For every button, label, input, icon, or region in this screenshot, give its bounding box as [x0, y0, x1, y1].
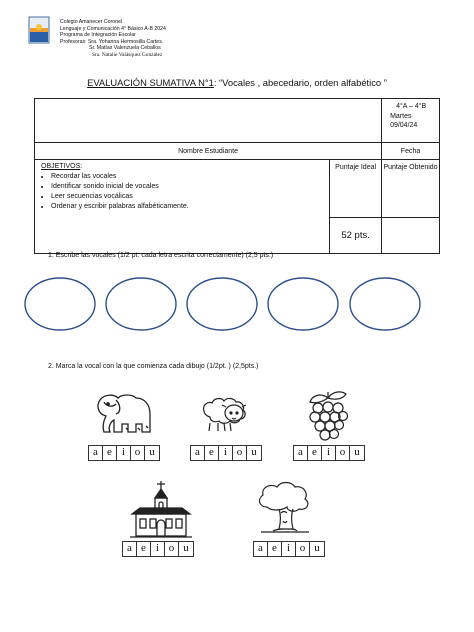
objective-item: • Ordenar y escribir palabras alfabéticamente. — [51, 202, 329, 212]
objectives-list — [41, 172, 329, 212]
objective-item: • Recordar las vocales — [51, 172, 329, 182]
vowel-option-o[interactable]: o — [131, 446, 145, 460]
student-name-header: Nombre Estudiante — [35, 143, 382, 160]
date-label: 09/04/24 — [390, 122, 418, 130]
vowel-option-a[interactable]: a — [89, 446, 103, 460]
vowel-option-o[interactable]: o — [233, 446, 247, 460]
objective-item: • Identificar sonido inicial de vocales — [51, 182, 329, 192]
evaluation-info-table — [34, 98, 440, 254]
vowel-option-i[interactable]: i — [322, 446, 336, 460]
teachers-line: Profesoras: Sra. Yohanna Hermosilla Cartes. — [60, 38, 164, 45]
vowel-option-e[interactable]: e — [103, 446, 117, 460]
answer-oval[interactable] — [350, 278, 420, 330]
vowel-option-u[interactable]: u — [149, 446, 155, 458]
answer-oval[interactable] — [268, 278, 338, 330]
tree-icon — [253, 481, 317, 533]
vowel-option-o[interactable]: o — [165, 542, 179, 556]
vowel-option-i[interactable]: i — [282, 542, 296, 556]
sheep-icon — [190, 393, 254, 435]
vowel-options-sheep — [190, 445, 262, 461]
vowel-options-church — [122, 541, 194, 557]
vowel-option-e[interactable]: e — [268, 542, 282, 556]
course-label: 4°A – 4°B — [396, 103, 427, 110]
vowel-options-tree — [253, 541, 325, 557]
vowel-option-u[interactable]: u — [251, 446, 257, 458]
question-2: 2. Marca la vocal con la que comienza cada dibujo (1/2pt. ) (2,5pts.) — [48, 363, 259, 370]
objective-item: • Leer secuencias vocálicas — [51, 192, 329, 202]
question-1: 1. Escribe las vocales (1/2 pt. cada letra escrita correctamente) (2,5 pts.) — [48, 252, 274, 259]
answer-oval[interactable] — [25, 278, 95, 330]
objectives-cell — [35, 160, 330, 254]
answer-oval[interactable] — [106, 278, 176, 330]
vowel-option-i[interactable]: i — [151, 542, 165, 556]
objectives-title: OBJETIVOS — [41, 163, 81, 170]
vowel-option-a[interactable]: a — [254, 542, 268, 556]
vowel-option-a[interactable]: a — [191, 446, 205, 460]
vowel-option-i[interactable]: i — [219, 446, 233, 460]
course-date-cell — [382, 99, 440, 143]
teacher-3-line: Sra. Natalie Valásquez González — [92, 52, 163, 58]
teacher-2-line: Sr. Matías Valenzuela Ceballos — [89, 45, 161, 51]
vowel-answer-ovals — [0, 276, 474, 336]
vowel-option-u[interactable]: u — [354, 446, 360, 458]
program-line: Programa de Integración Escolar — [60, 32, 136, 38]
day-label: Martes — [390, 112, 412, 120]
school-logo — [28, 16, 50, 44]
vowel-option-e[interactable]: e — [308, 446, 322, 460]
obtained-score-header: Puntaje Obtenido — [382, 160, 440, 218]
vowel-options-grapes — [293, 445, 365, 461]
blank-header-cell — [35, 99, 382, 143]
obtained-score-value[interactable] — [382, 218, 440, 254]
subject-line: Lenguaje y Comunicación 4° Básico A-B 2024 — [60, 25, 166, 32]
vowel-options-elephant — [88, 445, 160, 461]
title-rest: : “Vocales , abecedario, orden alfabético ” — [213, 77, 387, 88]
vowel-option-e[interactable]: e — [137, 542, 151, 556]
vowel-option-a[interactable]: a — [294, 446, 308, 460]
elephant-icon — [92, 390, 154, 436]
evaluation-title — [0, 77, 474, 88]
title-prefix: EVALUACIÓN SUMATIVA N°1 — [87, 77, 214, 88]
date-header: Fecha — [382, 143, 440, 160]
vowel-option-e[interactable]: e — [205, 446, 219, 460]
school-name: Colegio Amanecer Coronel — [60, 19, 122, 25]
ideal-score-value: 52 pts. — [330, 218, 382, 254]
vowel-option-i[interactable]: i — [117, 446, 131, 460]
vowel-option-a[interactable]: a — [123, 542, 137, 556]
vowel-option-u[interactable]: u — [314, 542, 320, 554]
vowel-option-o[interactable]: o — [336, 446, 350, 460]
objectives-colon: : — [80, 163, 83, 170]
vowel-option-o[interactable]: o — [296, 542, 310, 556]
ideal-score-header: Puntaje Ideal — [330, 160, 382, 218]
church-icon — [130, 480, 192, 538]
answer-oval[interactable] — [187, 278, 257, 330]
vowel-option-u[interactable]: u — [183, 542, 189, 554]
grapes-icon — [306, 390, 350, 442]
